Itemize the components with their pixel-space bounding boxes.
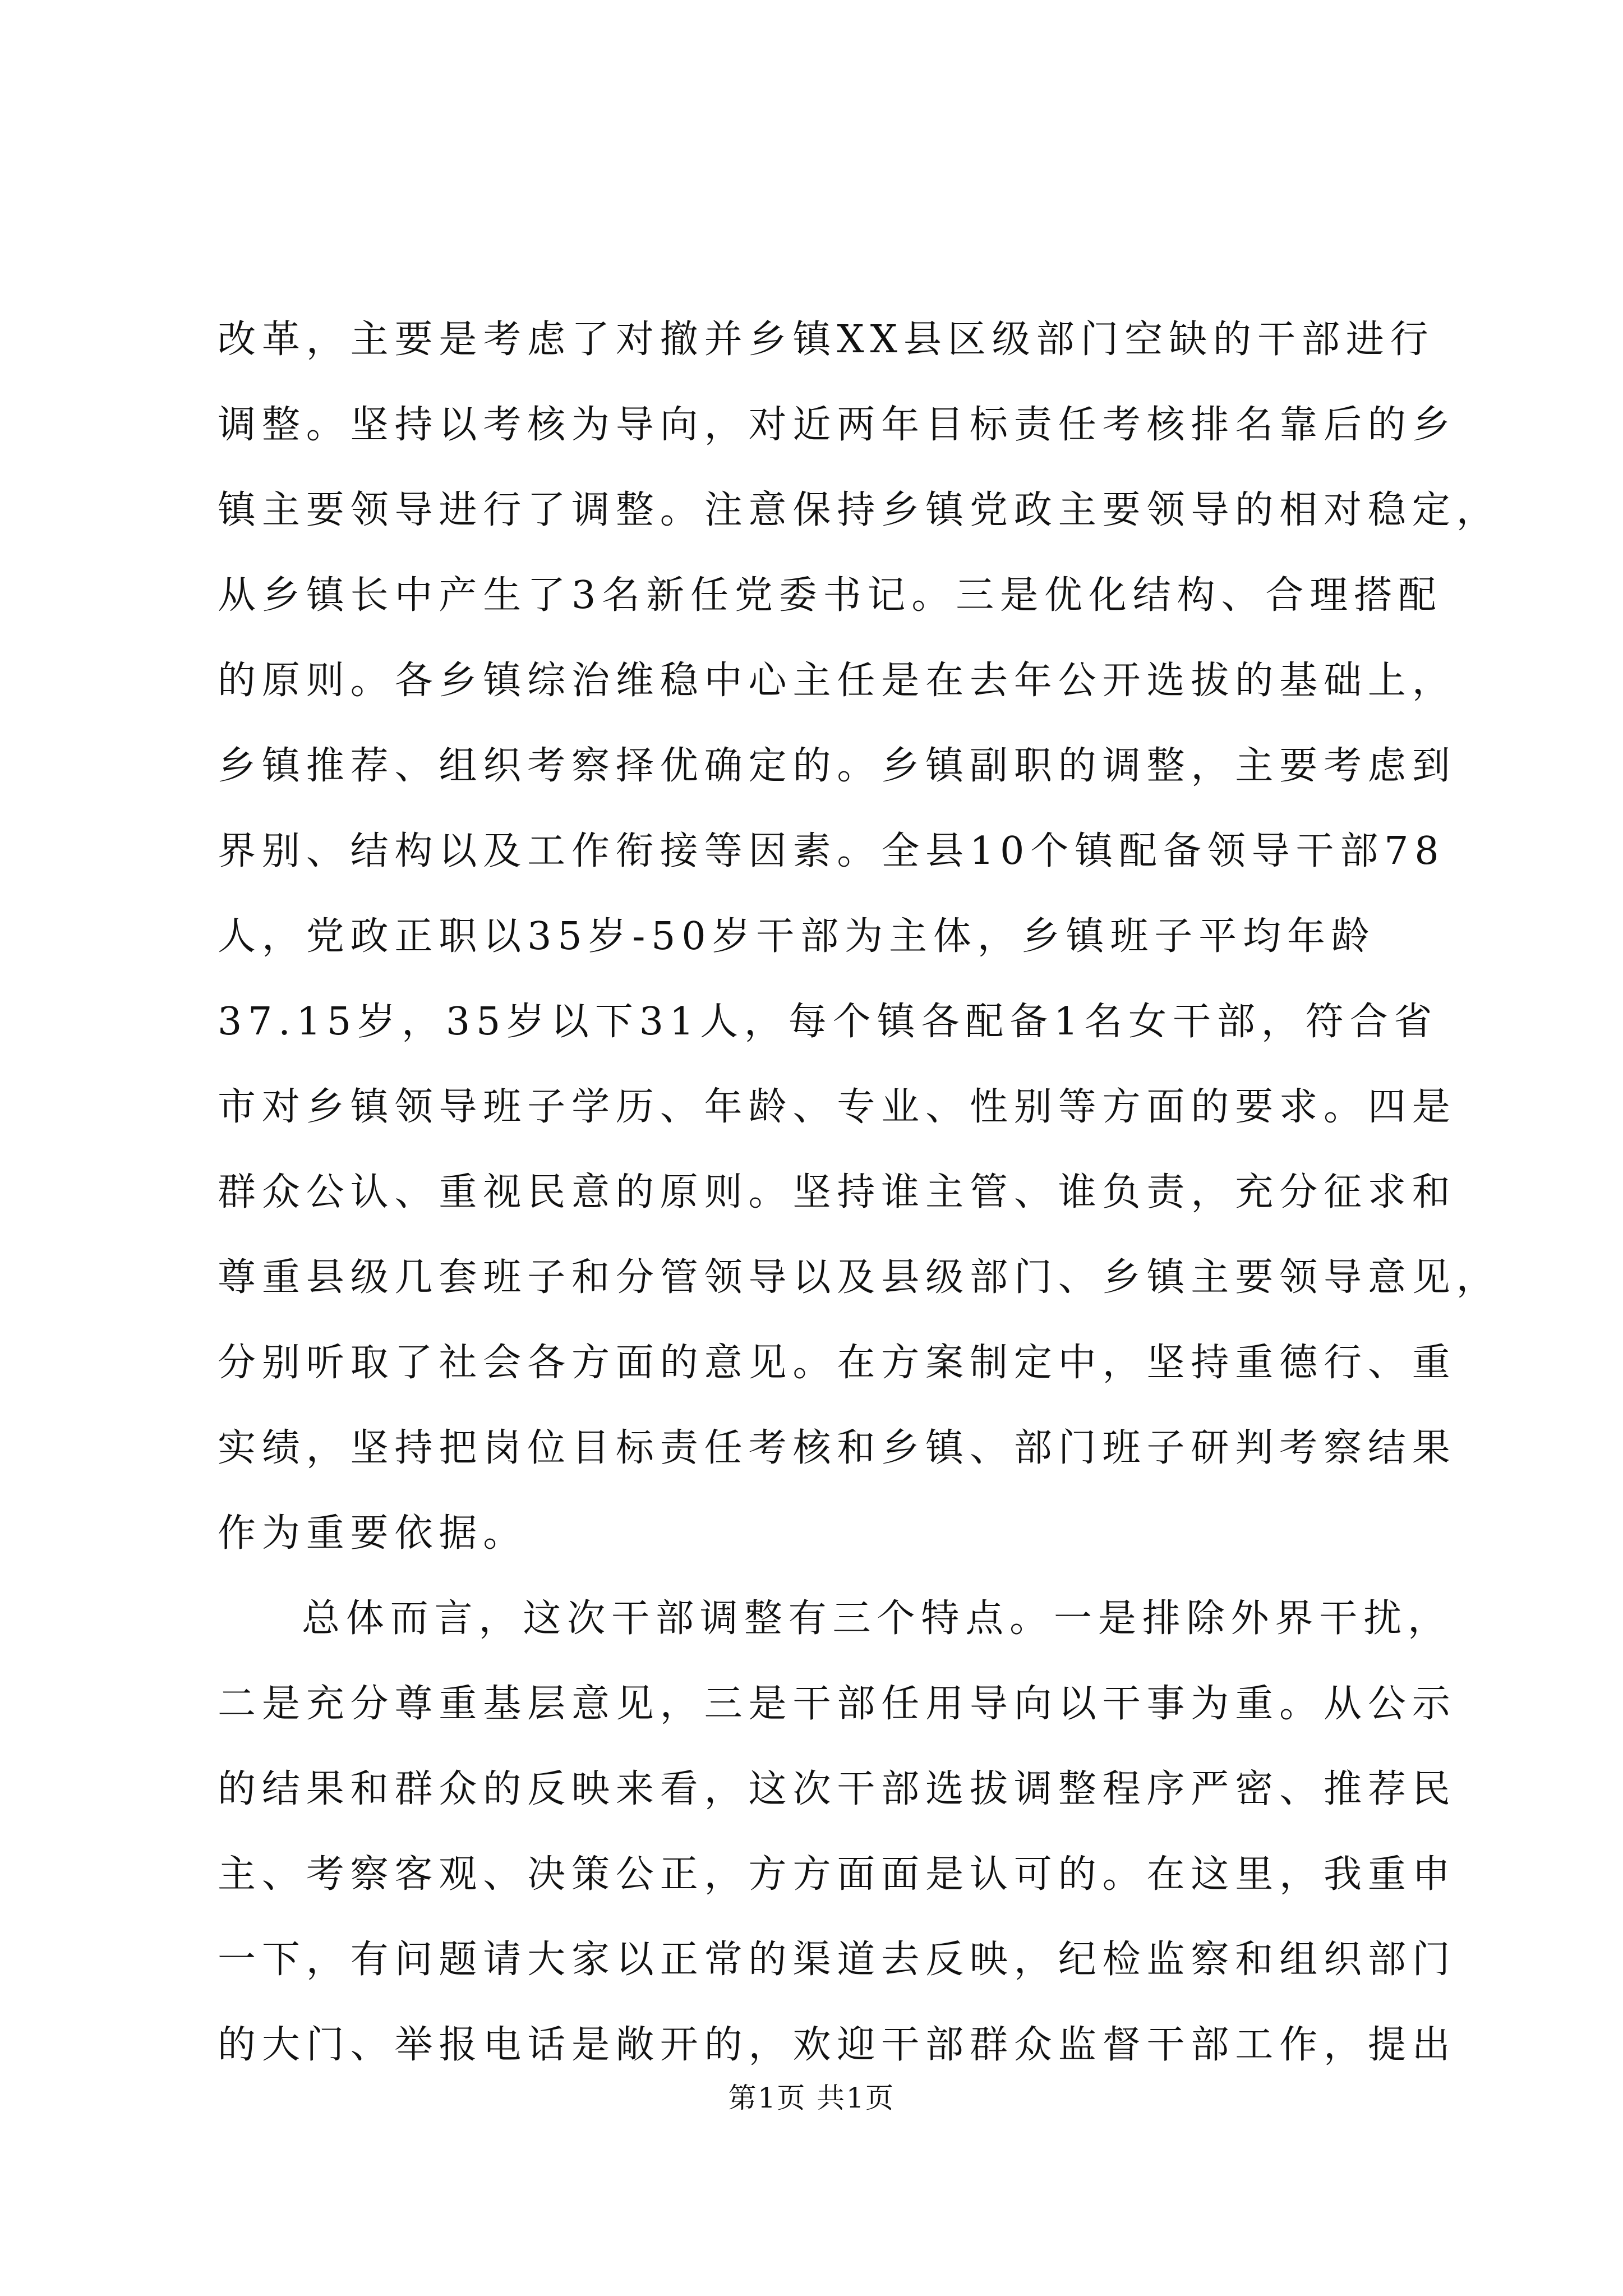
text-line: 调整。坚持以考核为导向，对近两年目标责任考核排名靠后的乡	[218, 403, 1456, 447]
text-line: 群众公认、重视民意的原则。坚持谁主管、谁负责，充分征求和	[218, 1170, 1456, 1214]
text-line: 市对乡镇领导班子学历、年龄、专业、性别等方面的要求。四是	[218, 1085, 1456, 1129]
text-line: 镇主要领导进行了调整。注意保持乡镇党政主要领导的相对稳定，	[218, 488, 1501, 532]
text-line: 乡镇推荐、组织考察择优确定的。乡镇副职的调整，主要考虑到	[218, 744, 1456, 788]
text-line: 作为重要依据。	[218, 1511, 528, 1556]
text-line: 人，党政正职以35岁-50岁干部为主体，乡镇班子平均年龄	[218, 914, 1376, 959]
text-line: 的原则。各乡镇综治维稳中心主任是在去年公开选拔的基础上，	[218, 659, 1456, 703]
text-line: 分别听取了社会各方面的意见。在方案制定中，坚持重德行、重	[218, 1341, 1456, 1385]
text-line: 一下，有问题请大家以正常的渠道去反映，纪检监察和组织部门	[218, 1938, 1456, 1982]
text-line: 37.15岁，35岁以下31人，每个镇各配备1名女干部，符合省	[218, 1000, 1438, 1044]
text-line: 主、考察客观、决策公正，方方面面是认可的。在这里，我重申	[218, 1852, 1456, 1897]
paragraph-start-line: 总体而言，这次干部调整有三个特点。一是排除外界干扰，	[302, 1596, 1452, 1641]
text-line: 从乡镇长中产生了3名新任党委书记。三是优化结构、合理搭配	[218, 573, 1442, 618]
page-footer: 第1页 共1页	[728, 2082, 895, 2114]
document-body	[218, 297, 1501, 2088]
text-line: 界别、结构以及工作衔接等因素。全县10个镇配备领导干部78	[218, 829, 1445, 873]
text-line: 改革，主要是考虑了对撤并乡镇XX县区级部门空缺的干部进行	[218, 318, 1435, 362]
text-line: 的大门、举报电话是敞开的，欢迎干部群众监督干部工作，提出	[218, 2023, 1456, 2067]
text-line: 的结果和群众的反映来看，这次干部选拔调整程序严密、推荐民	[218, 1767, 1456, 1811]
text-line: 实绩，坚持把岗位目标责任考核和乡镇、部门班子研判考察结果	[218, 1426, 1456, 1470]
text-line: 二是充分尊重基层意见，三是干部任用导向以干事为重。从公示	[218, 1682, 1456, 1726]
text-line: 尊重县级几套班子和分管领导以及县级部门、乡镇主要领导意见，	[218, 1255, 1501, 1300]
